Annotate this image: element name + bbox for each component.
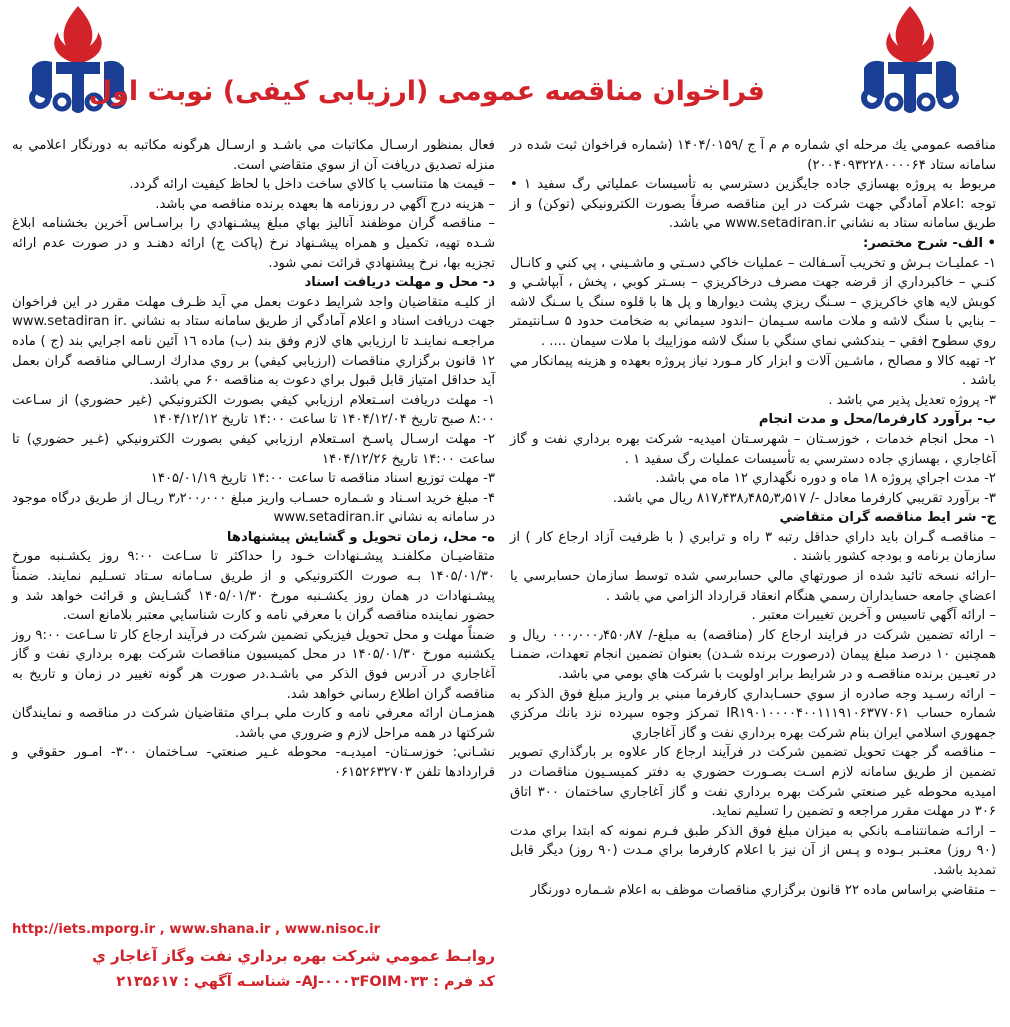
paragraph: ۱- محل انجام خدمات ، خوزسـتان – شهرسـتان اميديه- شركت بهره برداري نفت و گاز آغاجاري ، بهسازي جاده دسترسي به تأسيسات عمليات رگ سفيد ۱ .: [510, 431, 996, 467]
section-heading: د- محل و مهلت دريافت اسناد: [304, 275, 495, 291]
paragraph: – مناقصـه گـران بايد داراي حداقل رتبه ۳ راه و ترابري ( با ظرفيت آزاد ارجاع كار ) از سازمان برنامه و بودجه كشور باشند .: [510, 529, 996, 565]
section-heading: ه- محل، زمان تحويل و گشايش پيشنهادها: [226, 529, 495, 545]
paragraph: – هزينه درج آگهي در روزنامه ها بعهده برنده مناقصه مي باشد.: [155, 196, 495, 212]
paragraph: نشـاني: خوزسـتان- اميديـه- محوطه غـير صنعتي- سـاختمان ۳۰۰- امـور حقوقي و قراردادها تلفن ۰۶۱۵۲۶۳۲۷۰۳: [12, 745, 495, 780]
footer: [12, 918, 495, 994]
footer-links[interactable]: http://iets.mporg.ir , www.shana.ir , www.nisoc.ir: [12, 922, 381, 937]
paragraph: – ارائه رسـيد وجه صادره از سوي حسـابداري كارفرما مبني بر واريز مبلغ فوق الذكر به شماره حساب IR۱۹۰۱۰۰۰۰۴۰۰۱۱۱۹۱۰۶۳۷۷۰۶۱ تمركز وجوه سپرده نزد بانك مركزي جمهوري اسلامي ايران بنام شركت بهره برداري نفت و گاز آغاجاري: [510, 686, 996, 741]
left-column: [12, 136, 495, 783]
paragraph: ضمناً مهلت و محل تحويل فيزيكي تضمين شركت در فرآيند ارجاع كار تا سـاعت ۹:۰۰ روز يكشنبه مورخ ۱۴۰۵/۰۱/۳۰ در محل كميسيون مناقصات شركت بهره برداري نفت و گاز آغاجاري در آدرس فوق الذكر مي باشـد.در صورت هر گونه تغيير در زمان و تاريخ به مناقصه گران اطلاع رساني خواهد شد.: [12, 627, 495, 702]
paragraph: متقاضيـان مكلفنـد پيشـنهادات خـود را حداكثر تا سـاعت ۹:۰۰ روز يكشـنبه مورخ ۱۴۰۵/۰۱/۳۰ بـه صورت الكترونيكي و از طريق سـامانه سـتاد تسـليم نمايند. ضمناً پيشـنهادات در همان روز يكشـنبه مورخ ۱۴۰۵/۰۱/۳۰ گشـايش و قرائت خواهد شد و حضور نماينده مناقصه گران با معرفي نامه و كارت شناسايي معتبر بلامانع است.: [12, 549, 495, 624]
paragraph: مربوط به پروژه بهسازي جاده جايگزين دسترسي به تأسيسات عملياتي رگ سفيد ۱ • توجه :اعلام آمادگي جهت شركت در اين مناقصه صرفاً بصورت الكترونيكي (توكن) و از طريق سامانه ستاد به نشاني www.setadiran.ir مي باشد.: [510, 177, 996, 232]
paragraph: ۴- مبلغ خريد اسـناد و شـماره حسـاب واريز مبلغ ۳٫۲۰۰٫۰۰۰ ريـال از طريق درگاه موجود در سامانه به نشاني www.setadiran.ir: [12, 490, 495, 526]
paragraph: مناقصه عمومي يك مرحله اي شماره م م آ ج /۱۴۰۴/۰۱۵۹ (شماره فراخوان ثبت شده در سامانه ستاد ۲۰۰۴۰۹۳۲۲۸۰۰۰۰۶۴): [510, 138, 996, 173]
paragraph: ۳- برآورد تقريبي كارفرما معادل -/ ۸۱۷٫۴۳۸٫۴۸۵٫۳٫۵۱۷ ريال مي باشد.: [612, 490, 996, 506]
paragraph: ۳- مهلت توزيع اسناد مناقصه تا ساعت ۱۴:۰۰ تاريخ ۱۴۰۵/۰۱/۱۹: [150, 471, 495, 487]
paragraph: همزمـان ارائه معرفي نامه و كارت ملي بـراي متقاضيان شركت در مناقصه و نمايندگان شركتها در همه مراحل لازم و ضروري مي باشد.: [12, 706, 495, 741]
paragraph: – متقاضي براساس ماده ۲۲ قانون برگزاري مناقصات موظف به اعلام شـماره دورنگار: [530, 882, 996, 898]
paragraph: – مناقصه گر جهت تحويل تضمين شركت در فرآيند ارجاع كار علاوه بر بارگذاري تصوير تضمين از طريق سامانه لازم اسـت بصـورت حضوري به دفتر كميسـيون مناقصات در اميديه محوطه غير صنعتي شركت بهره برداري نفت و گاز آغاجاري ساختمان ۳۰۰ اتاق ۳۰۶ در مهلت مقرر مراجعه و تضمين را تسليم نمايد.: [510, 745, 996, 820]
paragraph: ۲- تهيه كالا و مصالح ، ماشـين آلات و ابزار كار مـورد نياز پروژه بعهده و هزينه پيمانكار مي باشد .: [510, 353, 996, 389]
paragraph: از كليـه متقاضيان واجد شرايط دعوت بعمل مي آيد ظـرف مهلت مقرر در اين فراخوان جهت دريافت اسناد و اعلام آمادگي از طريق سامانه ستاد به نشاني .www.setadiran ir مراجعـه نماينـد تا ارزيابي هاي لازم وفق بند (ب) ماده ١٦ آئين نامه اجرايي بند (ج ) ماده ۱۲ قانون برگزاري مناقصات (ارزيابي كيفي) بر روي مدارك ارسـالي مناقصه گران بعمل آيد حداقل امتياز قابل قبول براي دعوت به مناقصه ۶۰ مي باشد.: [12, 294, 495, 389]
page-title: فراخوان مناقصه عمومی (ارزیابی کیفی) نوبت اول: [88, 76, 765, 107]
paragraph: ۱- مهلت دريافت اسـتعلام ارزيابي كيفي بصورت الكترونيكي (غير حضوري) از سـاعت ۸:۰۰ صبح تاريخ ۱۴۰۴/۱۲/۰۴ تا ساعت ۱۴:۰۰ تاريخ ۱۴۰۴/۱۲/۱۲: [12, 392, 495, 428]
section-heading: • الف- شرح مختصر:: [862, 235, 996, 251]
paragraph: – ارائه آگهي تاسيس و آخرين تغييرات معتبر .: [751, 608, 996, 624]
paragraph: ۳- پروژه تعديل پذير مي باشد .: [828, 392, 996, 408]
footer-codes: كد فرم : AJ-۰۰۰۳FOIM۰۳۳- شناسـه آگهي : ۲۱۳۵۶۱۷: [116, 974, 495, 990]
paragraph: – ارائـه ضمانتنامـه بانكي به ميزان مبلغ فوق الذكر طبق فـرم نمونه كه ابتدا براي مدت (۹۰ روز) معتـبر بـوده و پـس از آن نيز با اعلام كارفرما براي مـدت (۹۰ روز) ديگر قابل تمديد باشد.: [510, 823, 996, 878]
paragraph: فعال بمنظور ارسـال مكاتبات مي باشـد و ارسـال هرگونه مكاتبه به دورنگار اعلامي به منزله تصديق دريافت آن از سوي متقاضي است.: [12, 138, 495, 173]
section-heading: ج- شر ايط مناقصه گران متقاضي: [779, 510, 996, 526]
paragraph: – قيمت ها متناسب با كالاي ساخت داخل با لحاظ كيفيت ارائه گردد.: [129, 177, 495, 193]
paragraph: – ارائه تضمين شركت در فرايند ارجاع كار (مناقصه) به مبلغ-/ ۰۰۰٫۰۰۰٫۴۵۰٫۸۷ ريال و همچنين ۱۰ درصد مبلغ پيمان (درصورت برنده شـدن) بعنوان تضمين انجام تعهدات، ضمنـا در تعيـين برنده مناقصـه و در شرايط برابر اولويت با شركت هاي بومي مي باشد.: [510, 627, 996, 683]
paragraph: ۱- عمليـات بـرش و تخريب آسـفالت – عمليات خاكي دسـتي و ماشـيني ، پي كني و كانـال كنـي – خاكبرداري از قرضه جهت مصرف درخاكريزي – بسـتر كوبي ، پخش ، آبپاشـي و كوبش لايه هاي خاكريزي – سـنگ ريزي پشت ديوارها و پل ها با قلوه سنگ يا سـنگ لاشه – بنايي با سنگ لاشه و ملات ماسه سـيمان –اندود سيماني به ضخامت حدود ۵ سـانتيمتر روي سطوح افقي – بندكشي نماي سنگي با سنگ لاشه موزاييك با ملات سيمان .... .: [510, 255, 996, 349]
footer-organization: روابـط عمومي شركت بهره برداري نفت وگاز آغاجار ي: [92, 947, 495, 965]
paragraph: –ارائه نسخه تائيد شده از صورتهاي مالي حسابرسي شده توسط سازمان حسابرسي يا اعضاي جامعه حسابداران رسمي هنگام انعقاد قرارداد الزامي مي باشد .: [510, 569, 996, 604]
right-column: [510, 136, 996, 900]
section-heading: ب- برآورد كارفرما/محل و مدت انجام: [758, 412, 996, 428]
header: [0, 0, 1010, 130]
paragraph: – مناقصه گران موظفند آناليز بهاي مبلغ پيشـنهادي را براسـاس آخرين بخشنامه ابلاغ شـده تهيه، تكميل و همراه پيشـنهاد نرخ (پاكت ج) ارائه دهنـد و در صورت عدم ارائه تجزيه بها، نرخ پيشنهادي قرائت نمي شود.: [12, 216, 495, 271]
paragraph: ۲- مدت اجراي پروژه ۱۸ ماه و دوره نگهداري ۱۲ ماه مي باشد.: [655, 471, 996, 487]
paragraph: ۲- مهلت ارسـال پاسـخ اسـتعلام ارزيابي كيفي بصورت الكترونيكي (غـير حضوري) تا ساعت ۱۴:۰۰ تاريخ ۱۴۰۴/۱۲/۲۶: [12, 431, 495, 467]
nioc-logo-icon: [850, 2, 970, 122]
